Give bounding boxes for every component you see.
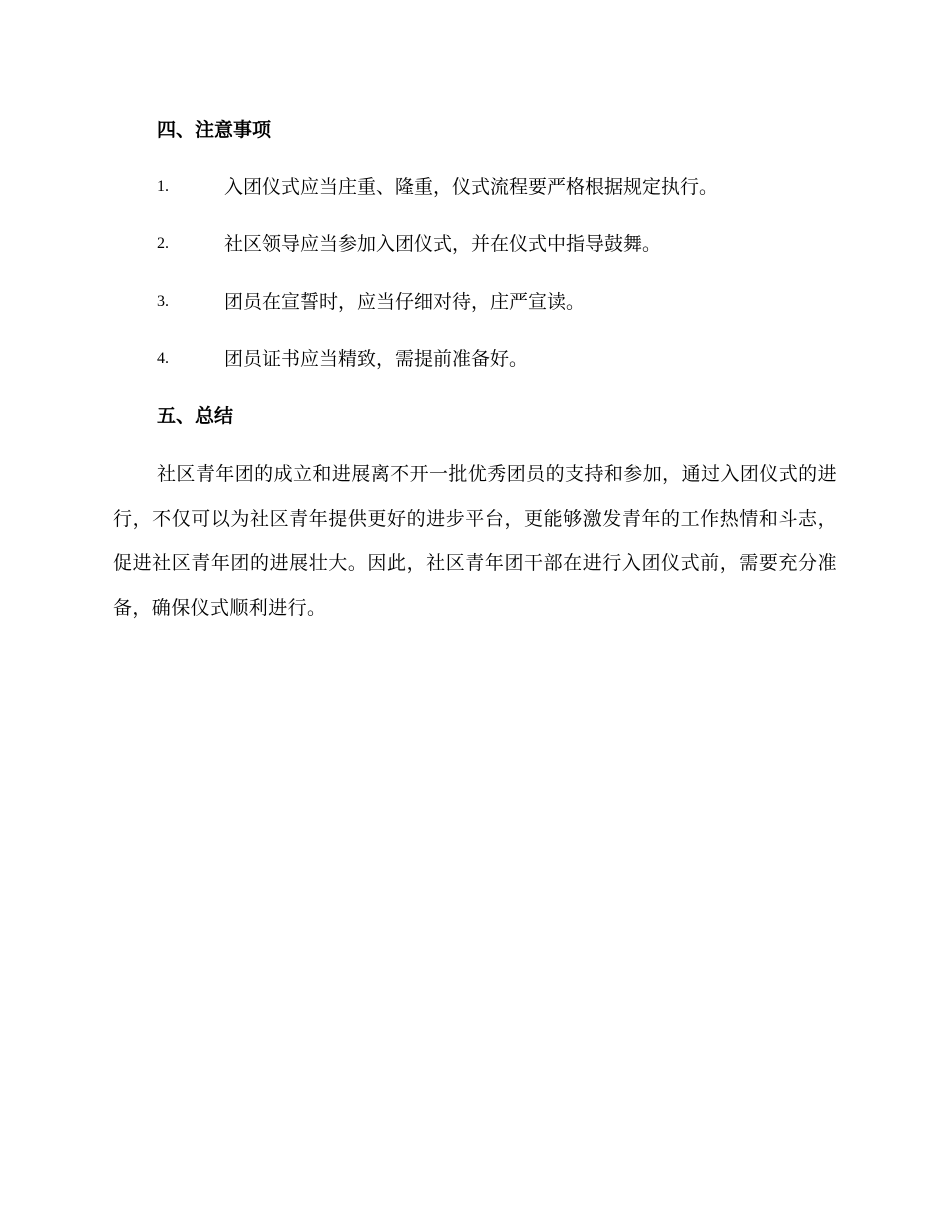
list-item-text: 团员在宣誓时，应当仔细对待，庄严宣读。 xyxy=(224,291,586,313)
list-item xyxy=(157,345,857,373)
list-item-text: 社区领导应当参加入团仪式，并在仪式中指导鼓舞。 xyxy=(224,233,662,255)
summary-paragraph: 社区青年团的成立和进展离不开一批优秀团员的支持和参加，通过入团仪式的进行，不仅可以为社区青年提供更好的进步平台，更能够激发青年的工作热情和斗志，促进社区青年团的进展壮大。因此，社区青年团干部在进行入团仪式前，需要充分准备，确保仪式顺利进行。 xyxy=(113,463,837,619)
list-item-text: 入团仪式应当庄重、隆重，仪式流程要严格根据规定执行。 xyxy=(224,176,719,198)
list-item-number: 3. xyxy=(157,293,169,310)
list-item-text: 团员证书应当精致，需提前准备好。 xyxy=(224,348,529,370)
section-heading-summary: 五、总结 xyxy=(157,405,234,427)
list-item xyxy=(157,173,857,201)
list-item-number: 1. xyxy=(157,178,169,195)
list-item-number: 2. xyxy=(157,235,169,252)
list-item xyxy=(157,230,857,258)
section-heading-notes: 四、注意事项 xyxy=(157,119,272,141)
list-item-number: 4. xyxy=(157,350,169,367)
list-item xyxy=(157,288,857,316)
